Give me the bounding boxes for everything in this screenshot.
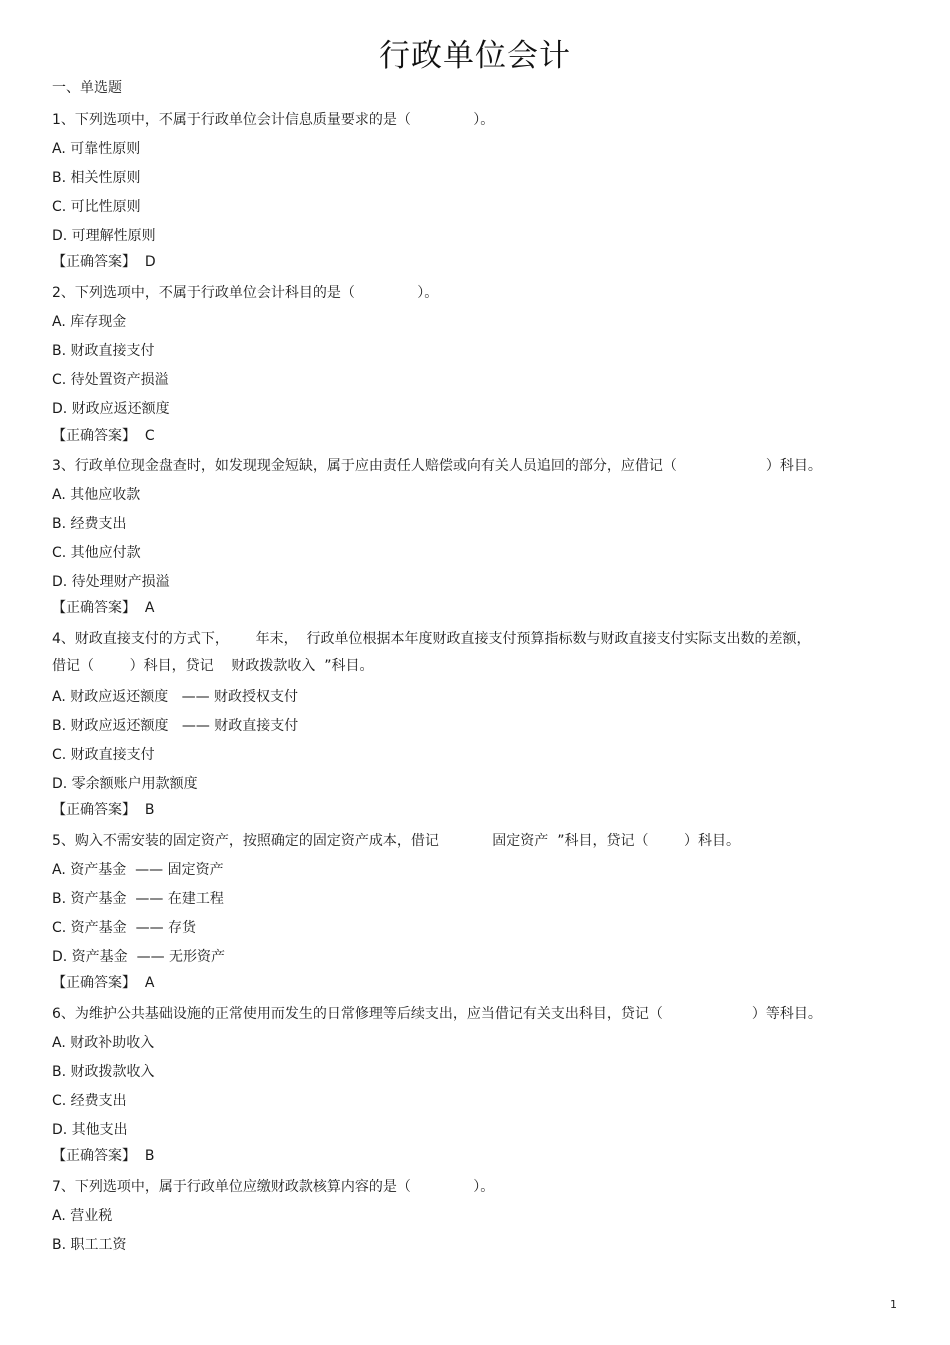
question-1-option-d: D. 可理解性原则 xyxy=(52,228,156,244)
question-1-option-b: B. 相关性原则 xyxy=(52,170,141,186)
question-5-stem: 5、购入不需安装的固定资产，按照确定的固定资产成本，借记 固定资产 ”科目，贷记（ ）科目。 xyxy=(52,833,741,849)
question-5-option-d: D. 资产基金 —— 无形资产 xyxy=(52,949,226,965)
question-1-option-c: C. 可比性原则 xyxy=(52,199,141,215)
page-number: 1 xyxy=(890,1298,897,1311)
question-3-answer: 【正确答案】 A xyxy=(52,600,155,616)
question-4-stem-cont: 借记（ ）科目，贷记 财政拨款收入 ”科目。 xyxy=(52,658,374,674)
question-3-option-a: A. 其他应收款 xyxy=(52,487,141,503)
question-1-stem: 1、下列选项中，不属于行政单位会计信息质量要求的是（ ）。 xyxy=(52,112,495,128)
question-2-answer: 【正确答案】 C xyxy=(52,428,155,444)
question-4-option-c: C. 财政直接支付 xyxy=(52,747,155,763)
section-heading: 一、单选题 xyxy=(52,80,122,96)
question-7-stem: 7、下列选项中，属于行政单位应缴财政款核算内容的是（ ）。 xyxy=(52,1179,495,1195)
question-6-answer: 【正确答案】 B xyxy=(52,1148,155,1164)
question-5-answer: 【正确答案】 A xyxy=(52,975,155,991)
question-7-option-b: B. 职工工资 xyxy=(52,1237,127,1253)
question-4-answer: 【正确答案】 B xyxy=(52,802,155,818)
question-4-option-a: A. 财政应返还额度 —— 财政授权支付 xyxy=(52,689,299,705)
question-2-stem: 2、下列选项中，不属于行政单位会计科目的是（ ）。 xyxy=(52,285,439,301)
question-7-option-a: A. 营业税 xyxy=(52,1208,113,1224)
question-6-option-d: D. 其他支出 xyxy=(52,1122,128,1138)
question-6-stem: 6、为维护公共基础设施的正常使用而发生的日常修理等后续支出，应当借记有关支出科目，贷记（ ）等科目。 xyxy=(52,1006,822,1022)
question-5-option-a: A. 资产基金 —— 固定资产 xyxy=(52,862,224,878)
question-6-option-b: B. 财政拨款收入 xyxy=(52,1064,155,1080)
question-1-option-a: A. 可靠性原则 xyxy=(52,141,141,157)
question-3-stem: 3、行政单位现金盘查时，如发现现金短缺，属于应由责任人赔偿或向有关人员追回的部分，应借记（ ）科目。 xyxy=(52,458,822,474)
question-6-option-a: A. 财政补助收入 xyxy=(52,1035,155,1051)
question-3-option-c: C. 其他应付款 xyxy=(52,545,141,561)
question-2-option-a: A. 库存现金 xyxy=(52,314,127,330)
question-5-option-c: C. 资产基金 —— 存货 xyxy=(52,920,197,936)
question-2-option-d: D. 财政应返还额度 xyxy=(52,401,170,417)
question-2-option-b: B. 财政直接支付 xyxy=(52,343,155,359)
question-2-option-c: C. 待处置资产损溢 xyxy=(52,372,169,388)
page-title: 行政单位会计 xyxy=(379,38,571,74)
question-5-option-b: B. 资产基金 —— 在建工程 xyxy=(52,891,224,907)
question-3-option-d: D. 待处理财产损溢 xyxy=(52,574,170,590)
question-6-option-c: C. 经费支出 xyxy=(52,1093,127,1109)
question-1-answer: 【正确答案】 D xyxy=(52,254,156,270)
question-4-option-d: D. 零余额账户用款额度 xyxy=(52,776,198,792)
question-3-option-b: B. 经费支出 xyxy=(52,516,127,532)
question-4-option-b: B. 财政应返还额度 —— 财政直接支付 xyxy=(52,718,299,734)
question-4-stem: 4、财政直接支付的方式下， 年末， 行政单位根据本年度财政直接支付预算指标数与财政直接支付实际支出数的差额， xyxy=(52,631,811,647)
